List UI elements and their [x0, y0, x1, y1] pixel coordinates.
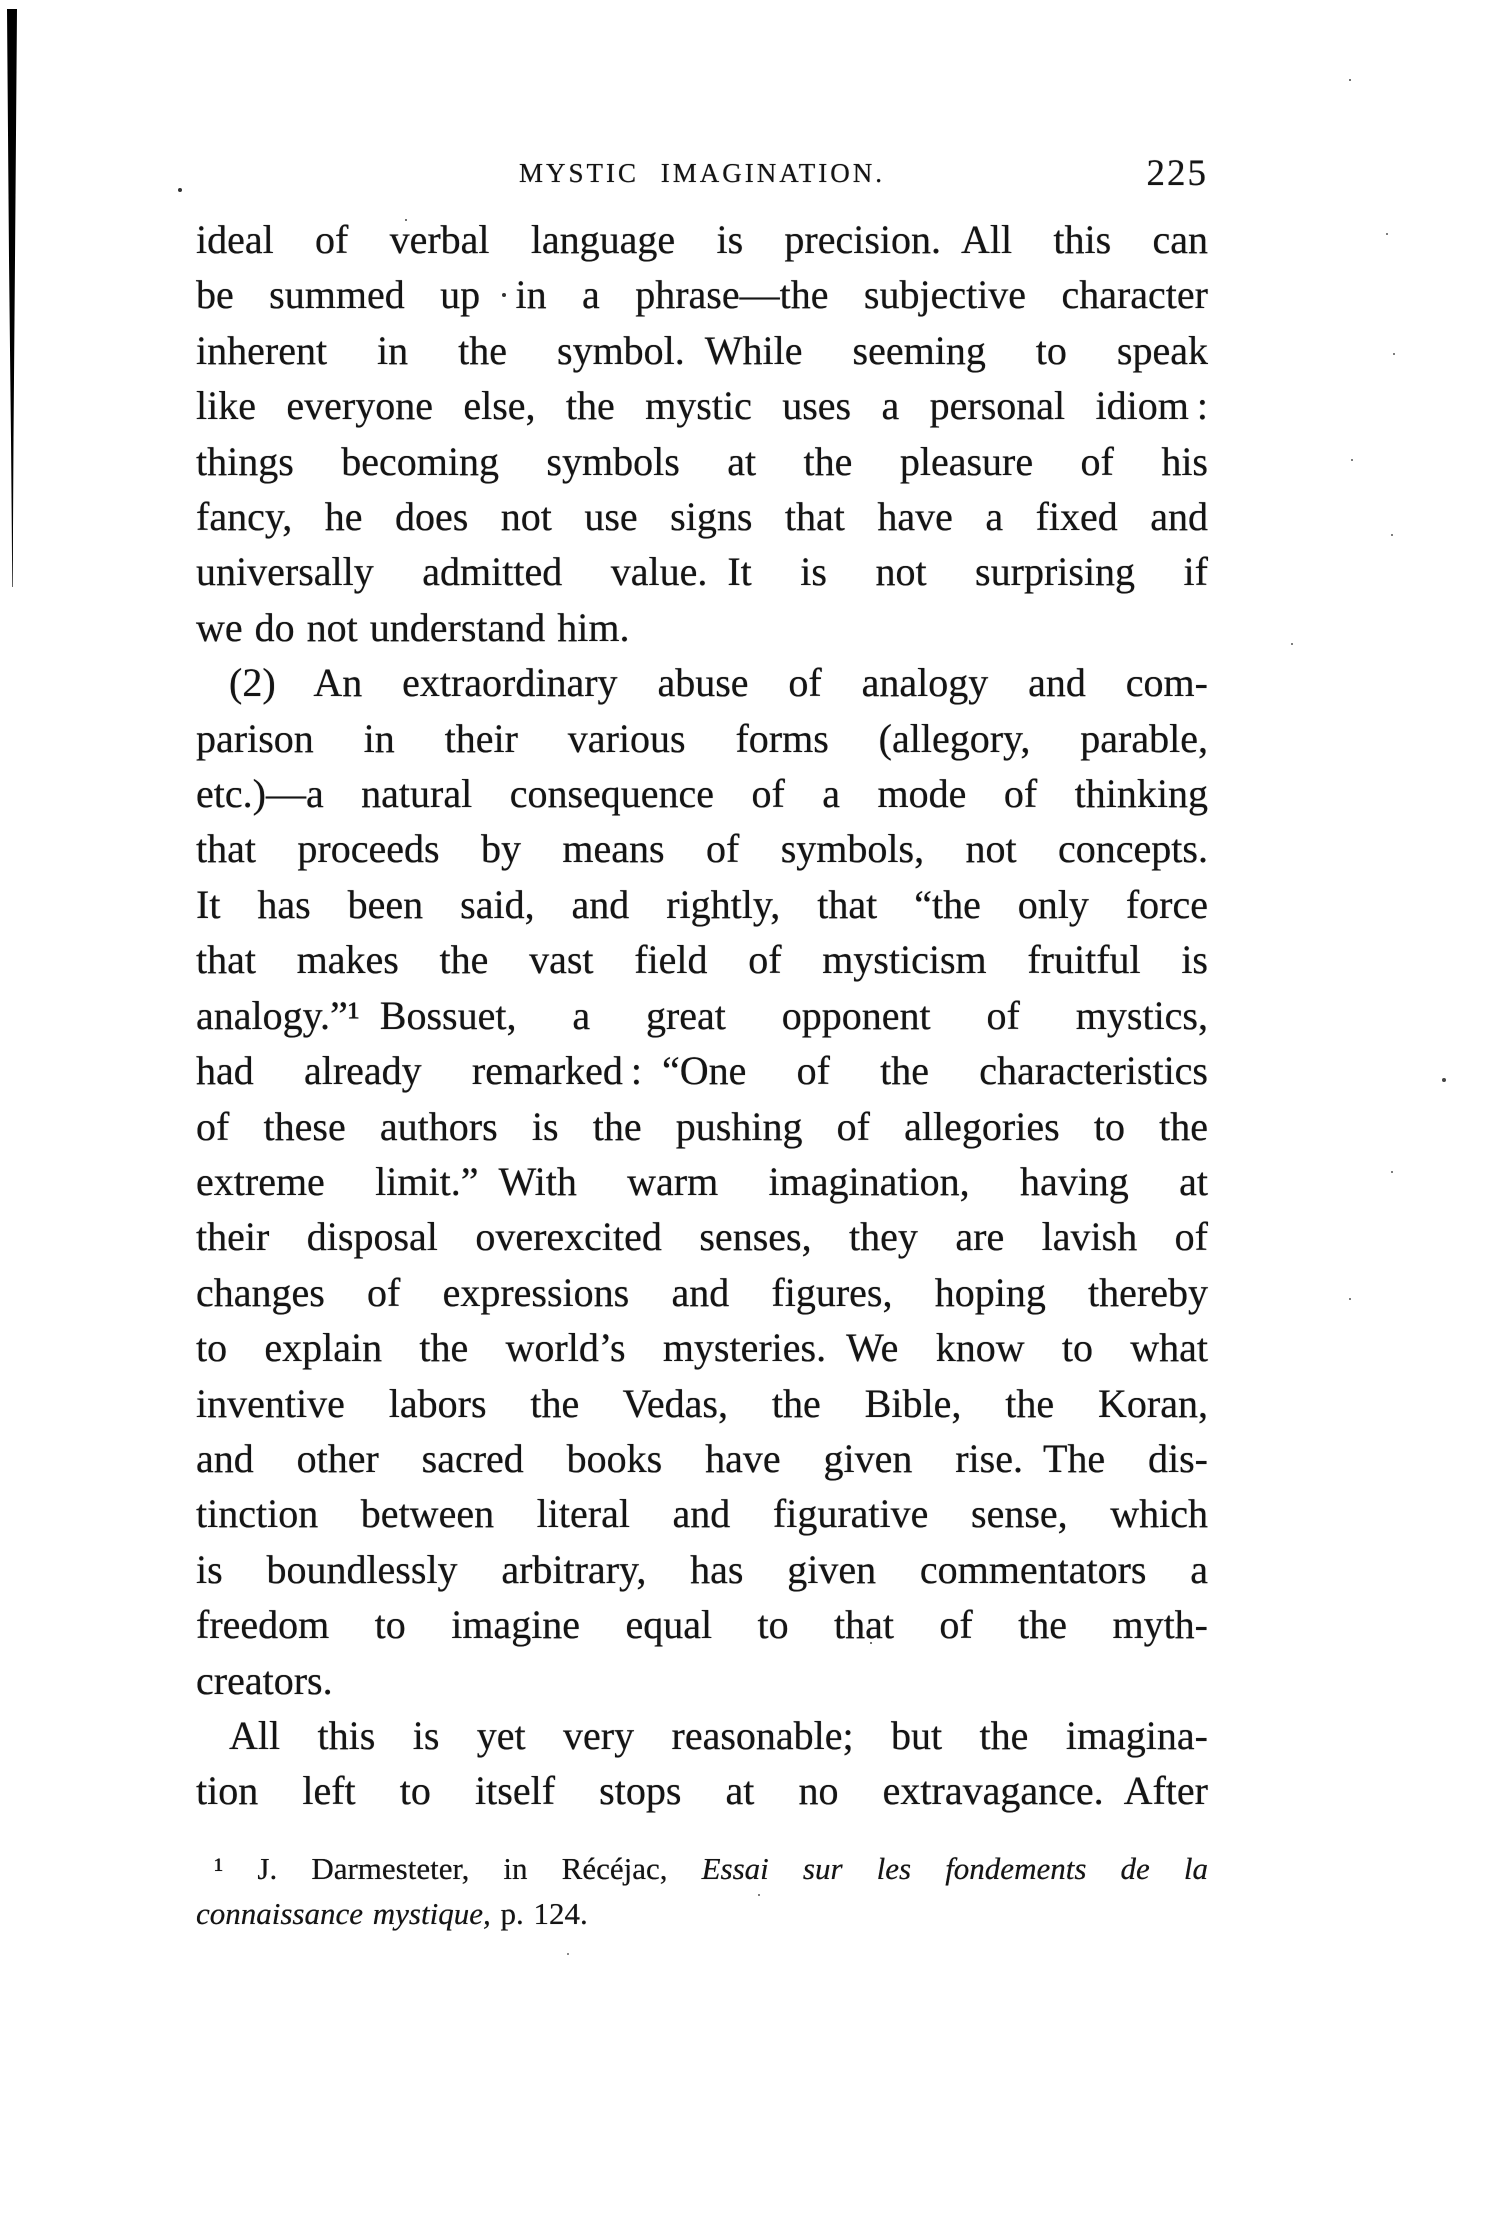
text-line: freedom to imagine equal to that of the myth-: [196, 1602, 1208, 1648]
footnote-line: [196, 1846, 1208, 1891]
text-line: things becoming symbols at the pleasure of his: [196, 438, 1208, 484]
text-line: etc.)—a natural consequence of a mode of thinking: [196, 771, 1208, 817]
text-line: their disposal overexcited senses, they are lavish of: [196, 1214, 1208, 1260]
page-title: MYSTIC IMAGINATION.: [519, 158, 885, 188]
text-line: inherent in the symbol. While seeming to speak: [196, 327, 1208, 373]
footnote-citation-italic: Essai sur les fondements de la: [701, 1851, 1208, 1886]
text-line: tinction between literal and figurative sense, which: [196, 1491, 1208, 1537]
text-line: (2) An extraordinary abuse of analogy and com-: [229, 660, 1208, 706]
text-line: universally admitted value. It is not surprising if: [196, 549, 1208, 595]
text-line: and other sacred books have given rise. The dis-: [196, 1435, 1208, 1481]
text-line: changes of expressions and figures, hoping thereby: [196, 1269, 1208, 1315]
footnote-text: p. 124.: [490, 1896, 588, 1931]
text-line: All this is yet very reasonable; but the imagina-: [229, 1712, 1208, 1758]
text-line: creators.: [196, 1657, 333, 1703]
text-line: is boundlessly arbitrary, has given commentators a: [196, 1546, 1208, 1592]
text-line: ideal of verbal language is precision. All this can: [196, 217, 1208, 262]
text-line: be summed up in a phrase—the subjective character: [196, 272, 1208, 318]
text-line: we do not understand him.: [196, 604, 630, 650]
text-line: It has been said, and rightly, that “the only force: [196, 881, 1208, 927]
text-line: extreme limit.” With warm imagination, having at: [196, 1158, 1208, 1204]
text-line: of these authors is the pushing of allegories to the: [196, 1103, 1208, 1149]
scan-noise-specks: [0, 0, 4, 4]
running-header: [196, 150, 1208, 202]
text-line: like everyone else, the mystic uses a personal idiom :: [196, 383, 1208, 429]
footnote-citation-italic: connaissance mystique,: [196, 1896, 491, 1931]
binding-shadow-mark: [7, 9, 19, 589]
body-text: [196, 212, 1208, 1819]
footnote: [196, 1846, 1208, 1936]
footnote-line: [196, 1891, 1208, 1936]
text-line: tion left to itself stops at no extravagance. After: [196, 1768, 1208, 1814]
text-line: parison in their various forms (allegory, parable,: [196, 715, 1208, 761]
text-line: that proceeds by means of symbols, not concepts.: [196, 826, 1208, 872]
footnote-text: ¹ J. Darmesteter, in Récéjac,: [214, 1851, 702, 1886]
page-number: 225: [1146, 153, 1208, 194]
text-line: had already remarked : “One of the characteristics: [196, 1048, 1208, 1094]
text-line: fancy, he does not use signs that have a fixed and: [196, 494, 1208, 540]
text-line: that makes the vast field of mysticism fruitful is: [196, 937, 1208, 983]
text-line: analogy.”¹ Bossuet, a great opponent of mystics,: [196, 992, 1208, 1038]
text-line: to explain the world’s mysteries. We know to what: [196, 1325, 1208, 1371]
text-line: inventive labors the Vedas, the Bible, the Koran,: [196, 1380, 1208, 1426]
